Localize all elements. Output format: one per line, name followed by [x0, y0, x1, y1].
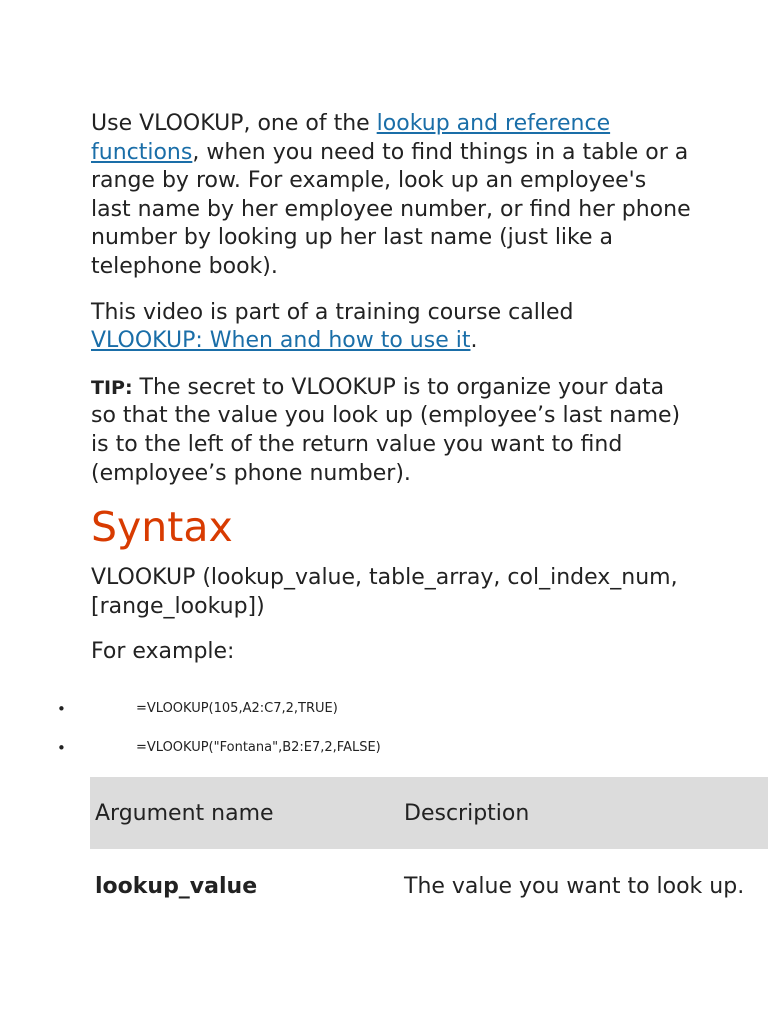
bullet-icon: •: [57, 700, 66, 718]
syntax-heading: Syntax: [91, 503, 233, 552]
argument-description-cell: The value you want to look up.: [404, 873, 745, 899]
argument-name-cell: lookup_value: [95, 873, 258, 899]
intro-text-after: , when you need to find things in a table or a range by row. For example, look up an employee's last name by her employee number, or find her phone number by looking up her last name (just like a telephone book).: [91, 139, 691, 279]
table-row: [90, 849, 768, 923]
column-header-description: Description: [404, 800, 530, 826]
training-course-link[interactable]: VLOOKUP: When and how to use it: [91, 328, 471, 354]
intro-text-before: Use VLOOKUP, one of the: [91, 111, 377, 136]
lookup-reference-functions-link[interactable]: lookup and reference functions: [91, 111, 611, 165]
training-paragraph: [91, 299, 691, 356]
argument-table: [90, 777, 768, 923]
example-formula: =VLOOKUP(105,A2:C7,2,TRUE): [136, 701, 338, 716]
intro-paragraph: [91, 110, 691, 282]
tip-text: The secret to VLOOKUP is to organize your data so that the value you look up (employee’s last name) is to the left of the return value you want to find (employee’s phone number).: [91, 374, 681, 486]
tip-label: TIP:: [91, 376, 133, 399]
table-header-row: [90, 777, 768, 849]
list-item: [0, 735, 768, 774]
bullet-icon: •: [57, 739, 66, 757]
article-body: [91, 110, 691, 667]
column-header-argument-name: Argument name: [95, 800, 274, 826]
training-text-after: .: [470, 328, 478, 354]
example-list: [0, 696, 768, 774]
example-formula: =VLOOKUP("Fontana",B2:E7,2,FALSE): [136, 740, 381, 755]
tip-paragraph: [91, 374, 691, 488]
list-item: [0, 696, 768, 735]
syntax-signature: VLOOKUP (lookup_value, table_array, col_index_num, [range_lookup]): [91, 565, 678, 619]
training-text-before: This video is part of a training course called: [91, 299, 574, 325]
example-label: For example:: [91, 639, 235, 665]
